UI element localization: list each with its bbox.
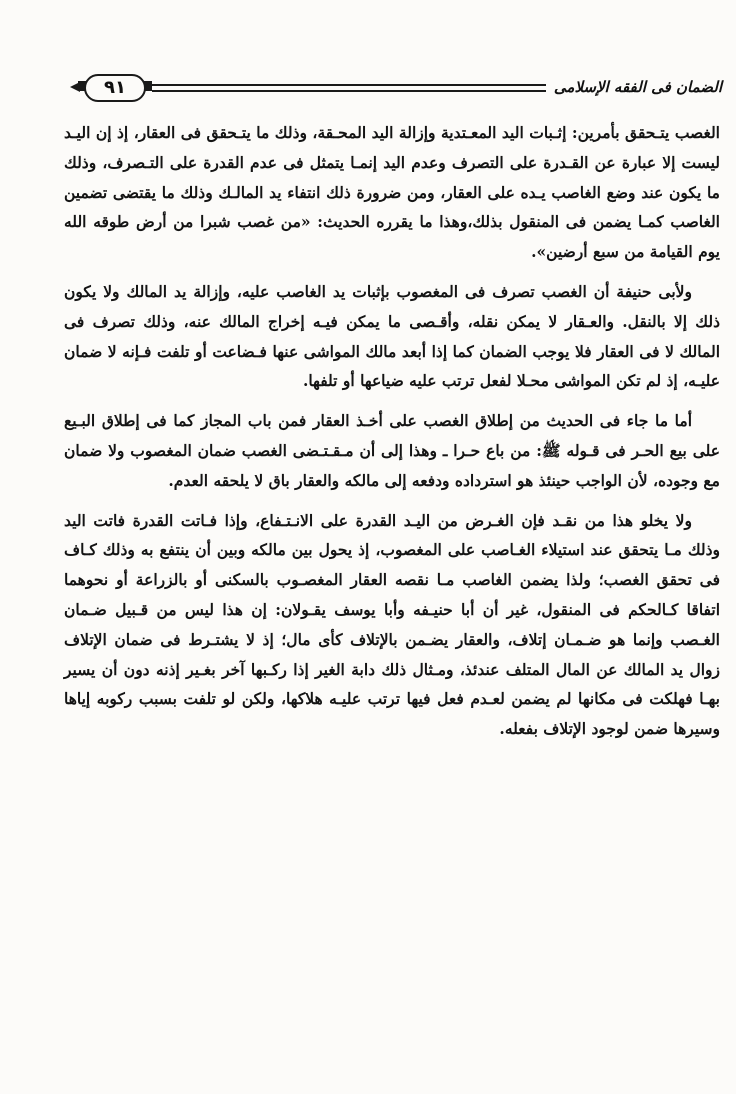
paragraph: أما ما جاء فى الحديث من إطلاق الغصب على أخـذ العقار فمن باب المجاز كما فى إطلاق البـيع على بيع الحـر فى قـوله ﷺ: من باع حـرا ـ وهذا إلى أن مـقـتـضى الغصب ضمان المغصوب ولا ضمان مع وجوده، لأن الواجب حينئذ هو استرداده ودفعه إلى مالكه والعقار باق لا يلحقه العدم.	[64, 411, 720, 490]
paragraph: ولأبى حنيفة أن الغصب تصرف فى المغصوب بإثبات يد الغاصب عليه، وإزالة يد المالك ولا يكون ذلك إلا بالنقل. والعـقار لا يمكن نقله، وأقـصى ما يمكن فيـه إخراج المالك عنه، وذلك تصرف فى المالك لا فى العقار فلا يوجب الضمان كما إذا أبعد مالك المواشى عنها فـضاعت أو تلفت فـإنه لا ضمان عليـه، إذ لم تكن المواشى محـلا لفعل ترتب عليه ضياعها أو تلفها.	[64, 281, 720, 391]
running-header	[70, 72, 722, 108]
book-title: الضمان فى الفقه الإسلامى	[553, 78, 722, 96]
page-body	[64, 118, 720, 754]
paragraph: ولا يخلو هذا من نقـد فإن الغـرض من اليـد القدرة على الانـتـفاع، وإذا فـاتت القدرة فاتت اليد وذلك مـا يتحقق عند استيلاء الغـاصب على المغصوب، إذ يحول بين مالكه وبين أن ينتفع به وذلك كـاف فى تحقق الغصب؛ ولذا يضمن الغاصب مـا نقصه العقار المغصـوب بالسكنى أو بالزراعة أو نحوهما اتفاقا كـالحكم فى المنقول، غير أن أبا حنيـفه وأبا يوسف يقـولان: إن هذا ليس من قـبيل ضـمان الغـصب وإنما هو ضـمـان إتلاف، والعقار يضـمن بالإتلاف كأى مال؛ إذ لا يشتـرط فى ضمان الإتلاف زوال يد المالك عن المال المتلف عندئذ، ومـثال ذلك دابة الغير إذا ركـبها آخر بغـير إذنه دون أن يسير بهـا فهلكت فى مكانها لم يضمن لعـدم فعل فيها ترتب عليـه هلاكها، ولكن لو تلفت بسبب ركوبه إياها وسيرها ضمن لوجود الإتلاف بفعله.	[64, 510, 720, 739]
header-double-rule	[152, 84, 546, 92]
paragraph: الغصب يتـحقق بأمرين: إثـبات اليد المعـتدية وإزالة اليد المحـقة، وذلك ما يتـحقق فى العقار، إذ إن اليـد ليست إلا عبارة عن القـدرة على التصرف وعدم اليد إنمـا يتمثل فى عدم القدرة على التـصرف، وذلك ما يكون عند وضع الغاصب يـده على العقار، ومن ضرورة ذلك انتفاء يد المالـك وذلك ما يقتضى تضمين الغاصب كمـا يضمن فى المنقول بذلك،وهذا ما يقرره الحديث: «من غصب شبرا من أرض طوقه الله يوم القيامة من سبع أرضين».	[64, 123, 720, 262]
page-number: ٩١	[84, 74, 146, 102]
